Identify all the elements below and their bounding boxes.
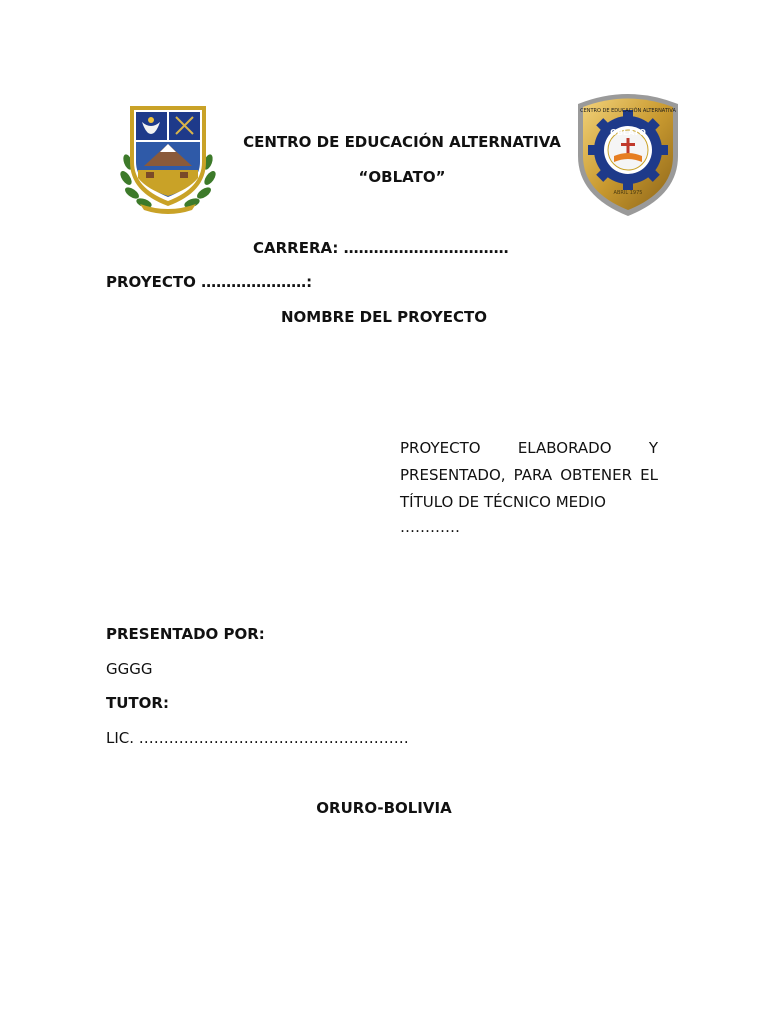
project-purpose-text: PROYECTO ELABORADO Y PRESENTADO, PARA OBTENER EL TÍTULO DE TÉCNICO MEDIO [400, 439, 658, 511]
tutor-value: LIC. ……………………………………………… [106, 729, 409, 747]
tutor-label: TUTOR: [106, 694, 169, 712]
institution-subtitle: “OBLATO” [358, 168, 446, 186]
carrera-field: CARRERA: …………………………… [253, 239, 509, 257]
city-country: ORURO-BOLIVIA [316, 799, 452, 817]
logo-name-text: OBLATO [610, 128, 646, 137]
oblato-shield-logo-icon [574, 90, 682, 218]
project-name-title: NOMBRE DEL PROYECTO [280, 308, 488, 326]
project-purpose-dots: ………… [400, 518, 460, 536]
logo-ring-text: CENTRO DE EDUCACIÓN ALTERNATIVA [580, 108, 676, 114]
presented-by-label: PRESENTADO POR: [106, 625, 265, 643]
department-coat-of-arms-icon [118, 100, 218, 214]
institution-name: CENTRO DE EDUCACIÓN ALTERNATIVA [243, 133, 561, 151]
logo-year-text: ABRIL 1975 [613, 190, 643, 196]
presented-by-value: GGGG [106, 660, 153, 678]
proyecto-field: PROYECTO …………………: [106, 273, 313, 291]
